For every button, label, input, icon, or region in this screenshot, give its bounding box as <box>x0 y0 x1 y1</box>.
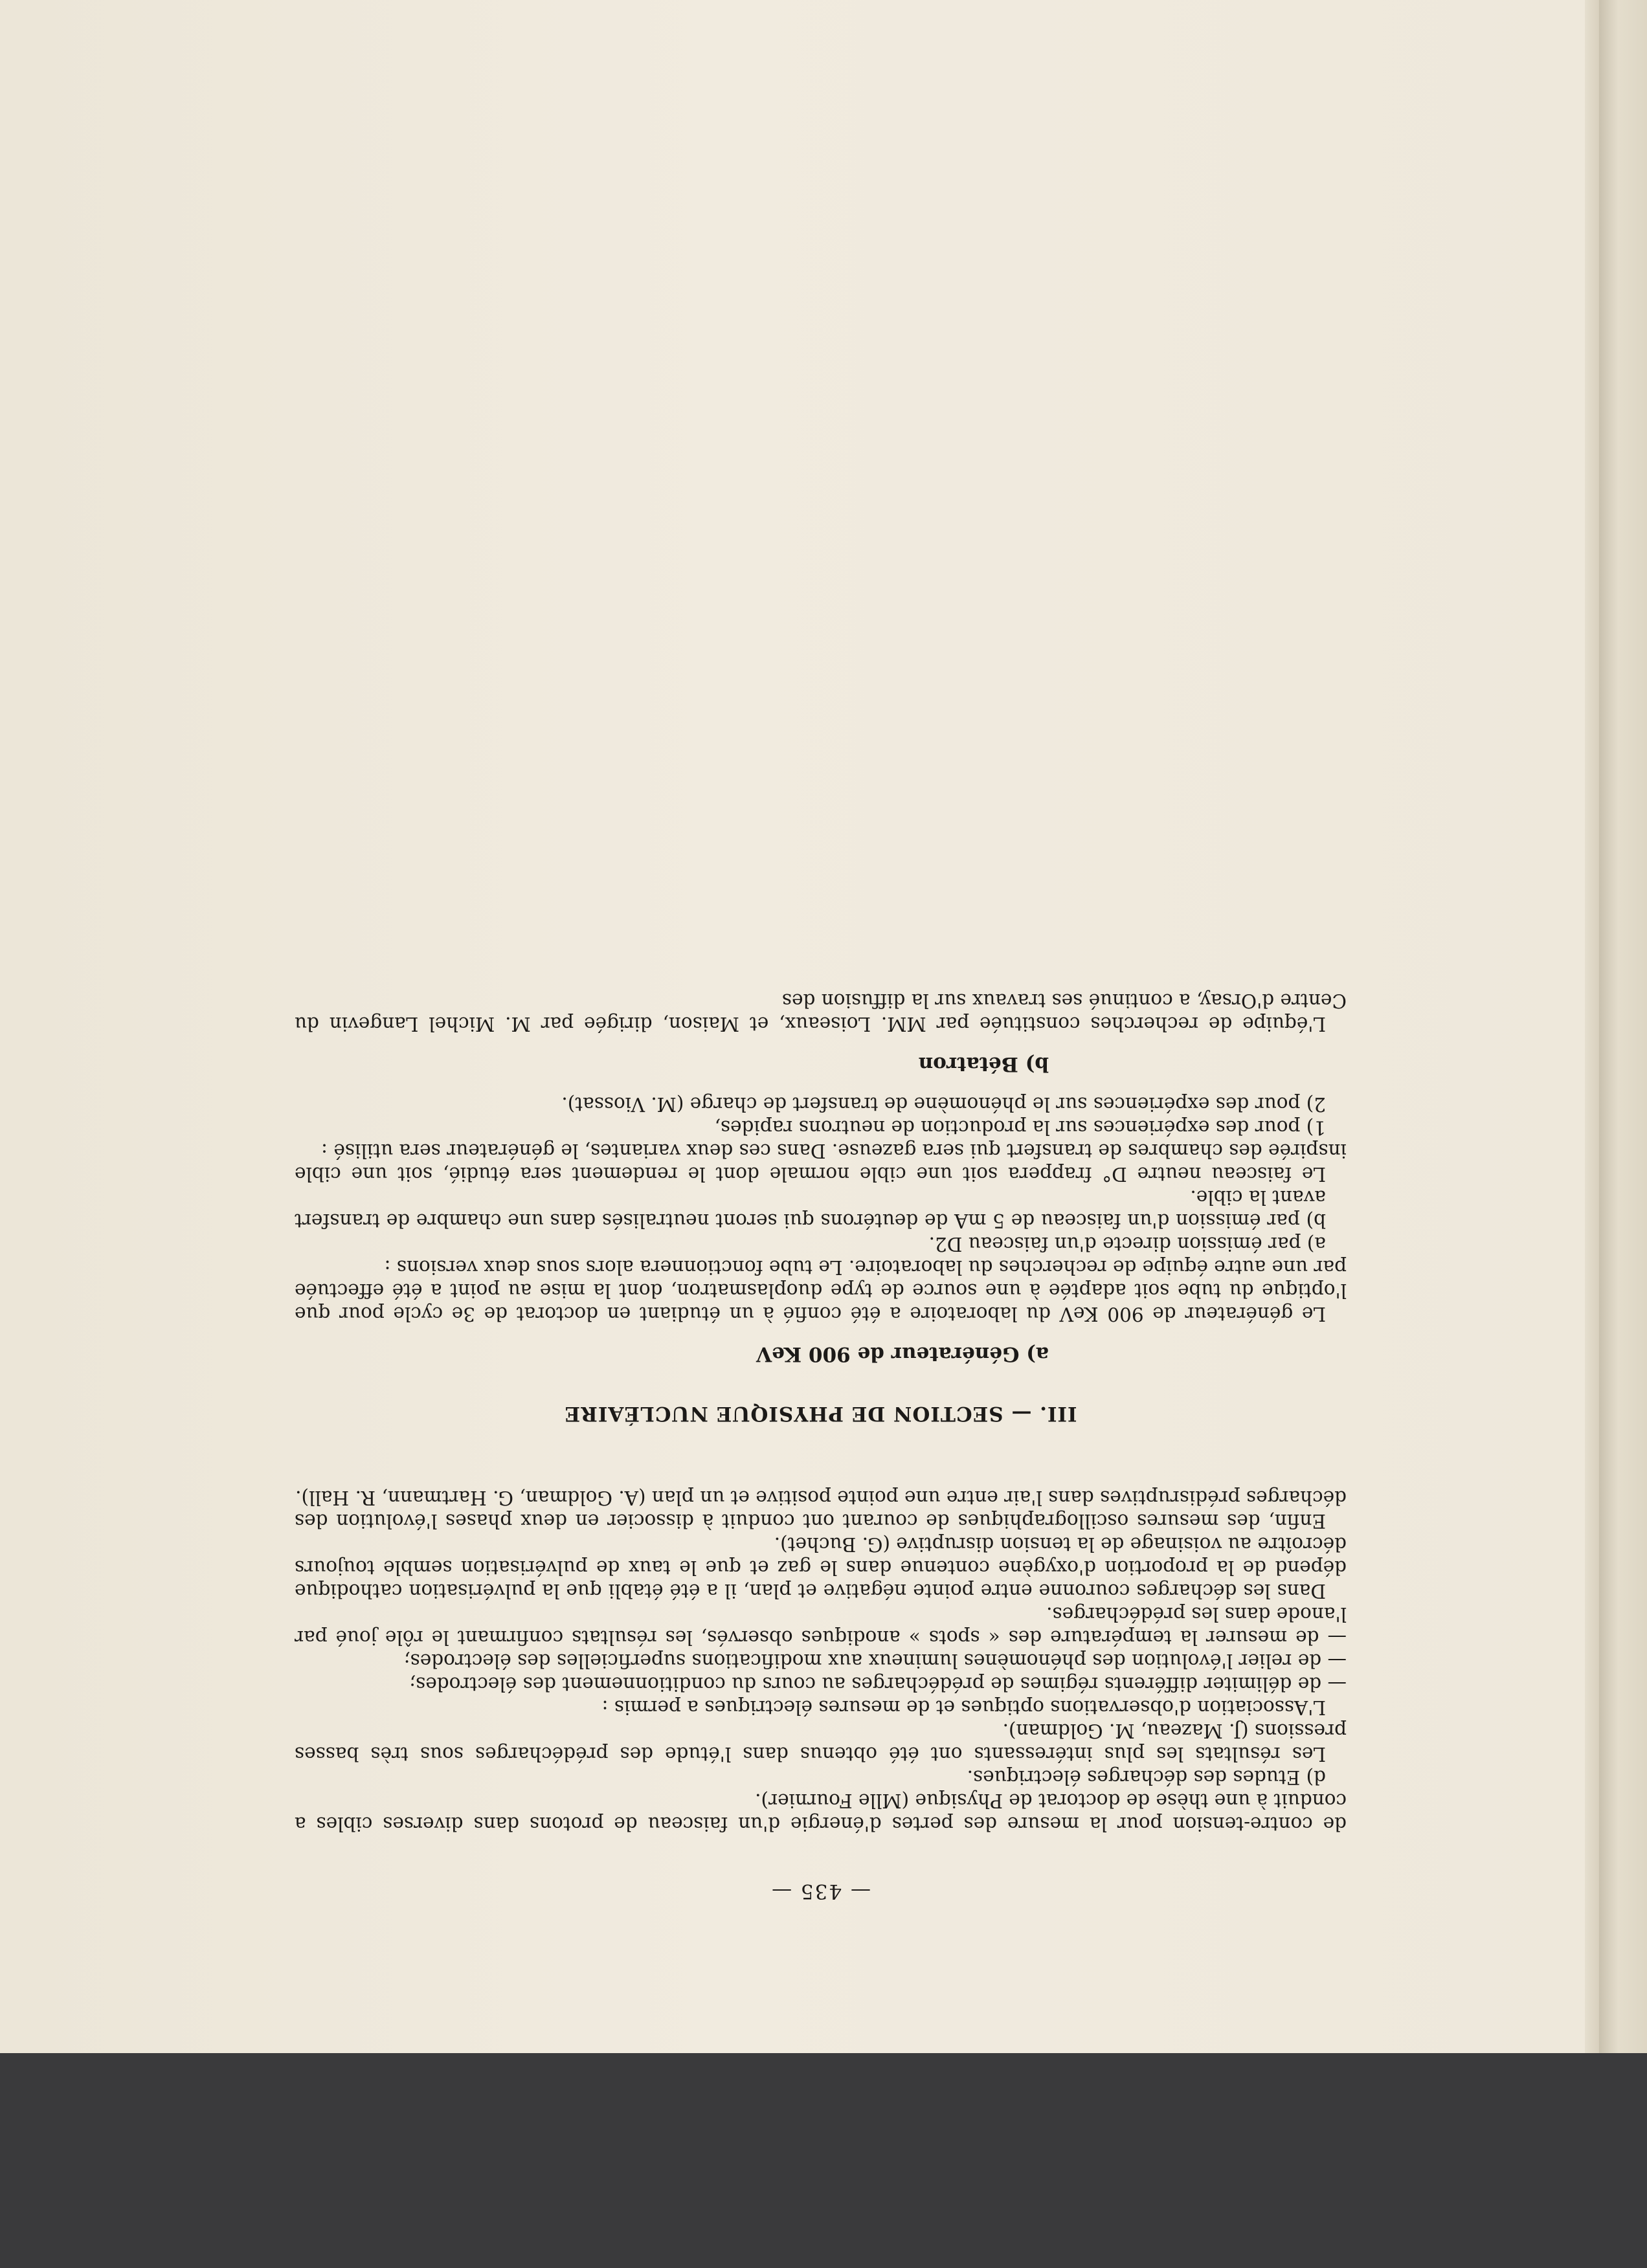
list-item: — de relier l'évolution des phénomènes lumineux aux modifications superficielles des électrodes; <box>403 1650 1347 1672</box>
paragraph: Dans les décharges couronne entre pointe négative et plan, il a été établi que la pulvérisation cathodique dépend de la proportion d'oxygène contenue dans le gaz et que le taux de pulvérisation semble toujours décroître au voisinage de la tension disruptive (G. Buchet). <box>295 1533 1347 1602</box>
list-item: — de mesurer la température des « spots » anodiques observés, les résultats confirmant le rôle joué par l'anode dans les prédécharges. <box>295 1603 1347 1649</box>
page-number: — 435 — <box>770 1880 871 1903</box>
subheading-b: b) Bétatron <box>918 1052 1049 1076</box>
scanner-background <box>0 2053 1647 2268</box>
paragraph: Le générateur de 900 KeV du laboratoire a été confié à un étudiant en doctorat de 3e cycle pour que l'optique du tube soit adaptée à une source de type duoplasmatron, dont la mise au point a été effectuée par une autre équipe de recherches du laboratoire. Le tube fonctionnera alors sous deux versions : <box>295 1256 1347 1325</box>
section-title: III. — SECTION DE PHYSIQUE NUCLÉAIRE <box>564 1402 1077 1425</box>
list-item: 2) pour des expériences sur le phénomène de transfert de charge (M. Viossat). <box>561 1093 1326 1115</box>
paragraph: Le faisceau neutre D° frappera soit une cible normale dont le rendement sera étudié, soit une cible inspirée des chambres de transfert qui sera gazeuse. Dans ces deux variantes, le générateur sera utilisé : <box>295 1140 1347 1185</box>
list-item: b) par émission d'un faisceau de 5 mA de deutérons qui seront neutralisés dans une chambre de transfert avant la cible. <box>295 1186 1326 1232</box>
paragraph: Les résultats les plus intéressants ont été obtenus dans l'étude des prédécharges sous très basses pressions (J. Mazeau, M. Goldman). <box>295 1720 1347 1765</box>
list-item: a) par émission directe d'un faisceau D2. <box>928 1233 1326 1255</box>
subheading-d: d) Etudes des décharges électriques. <box>967 1766 1326 1788</box>
list-item: — de délimiter différents régimes de prédécharges au cours du conditionnement des électrodes; <box>409 1673 1347 1695</box>
page-text-rotated-180 <box>295 246 1347 1903</box>
page-edge <box>1585 0 1599 2053</box>
underlying-sheet <box>1599 0 1647 2053</box>
list-item: 1) pour des expériences sur la production de neutrons rapides, <box>714 1117 1326 1139</box>
subheading-a: a) Générateur de 900 KeV <box>756 1342 1049 1366</box>
paragraph: Enfin, des mesures oscillographiques de courant ont conduit à dissocier en deux phases l'évolution des décharges prédisruptives dans l'air entre une pointe positive et un plan (A. Goldman, G. Hartmann, R. Hall). <box>295 1487 1347 1532</box>
paragraph: L'équipe de recherches constituée par MM. Loiseaux, et Maison, dirigée par M. Michel Langevin du Centre d'Orsay, a continué ses travaux sur la diffusion des <box>295 990 1347 1035</box>
paragraph: L'Association d'observations optiques et de mesures électriques a permis : <box>601 1696 1326 1718</box>
paragraph: de contre-tension pour la mesure des pertes d'énergie d'un faisceau de protons dans diverses cibles a conduit à une thèse de doctorat de Physique (Mlle Fournier). <box>295 1790 1347 1835</box>
